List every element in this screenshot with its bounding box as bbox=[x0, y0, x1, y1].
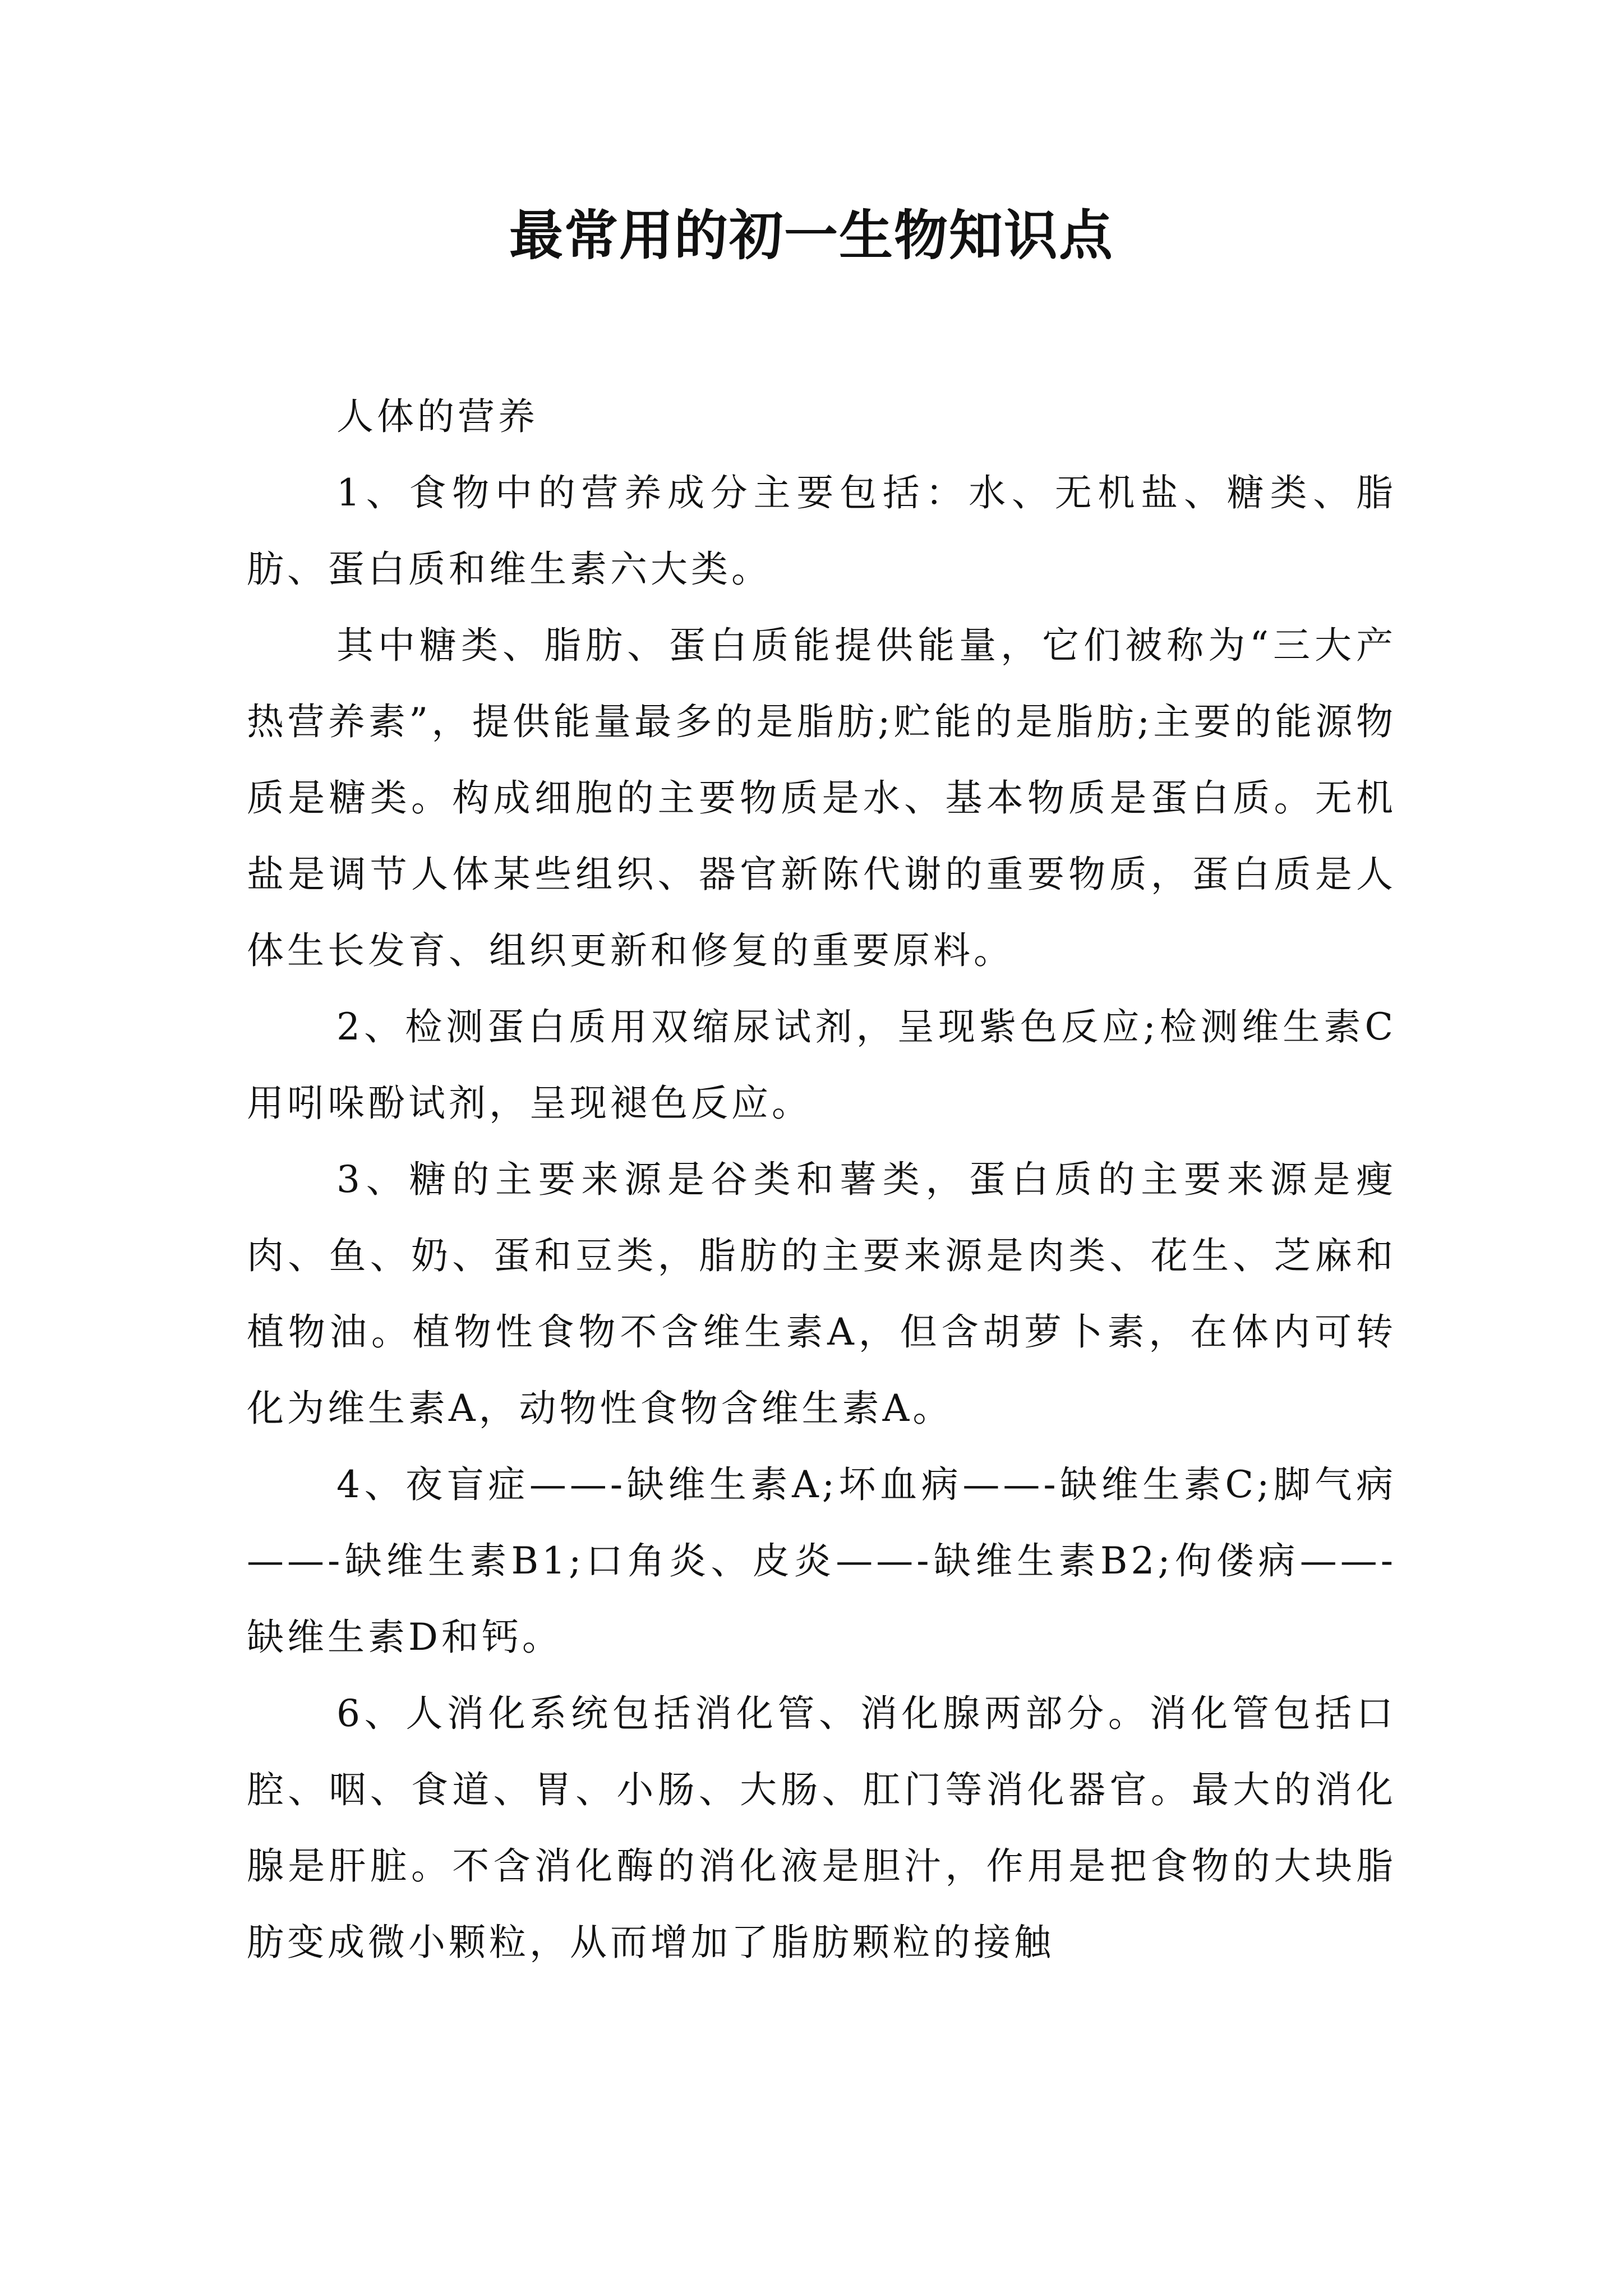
document-body bbox=[247, 379, 1396, 1981]
paragraph-3-food-sources: 3、糖的主要来源是谷类和薯类，蛋白质的主要来源是瘦肉、鱼、奶、蛋和豆类，脂肪的主要来源是肉类、花生、芝麻和植物油。植物性食物不含维生素A，但含胡萝卜素，在体内可转化为维生素A，动物性食物含维生素A。 bbox=[247, 1158, 1396, 1430]
paragraph-6-digestive-system: 6、人消化系统包括消化管、消化腺两部分。消化管包括口腔、咽、食道、胃、小肠、大肠、肛门等消化器官。最大的消化腺是肝脏。不含消化酶的消化液是胆汁，作用是把食物的大块脂肪变成微小颗粒，从而增加了脂肪颗粒的接触 bbox=[247, 1692, 1396, 1964]
paragraph-2-detection: 2、检测蛋白质用双缩尿试剂，呈现紫色反应;检测维生素C用吲哚酚试剂，呈现褪色反应。 bbox=[247, 1005, 1396, 1125]
paragraph-energy-nutrients: 其中糖类、脂肪、蛋白质能提供能量，它们被称为“三大产热营养素”，提供能量最多的是脂肪;贮能的是脂肪;主要的能源物质是糖类。构成细胞的主要物质是水、基本物质是蛋白质。无机盐是调节人体某些组织、器官新陈代谢的重要物质，蛋白质是人体生长发育、组织更新和修复的重要原料。 bbox=[247, 624, 1396, 972]
paragraph-1-nutrients: 1、食物中的营养成分主要包括：水、无机盐、糖类、脂肪、蛋白质和维生素六大类。 bbox=[247, 471, 1396, 591]
section-heading-nutrition: 人体的营养 bbox=[336, 395, 538, 438]
paragraph-4-deficiency-diseases: 4、夜盲症——-缺维生素A;坏血病——-缺维生素C;脚气病——-缺维生素B1;口角炎、皮炎——-缺维生素B2;佝偻病——-缺维生素D和钙。 bbox=[247, 1463, 1396, 1659]
document-title: 最常用的初一生物知识点 bbox=[509, 204, 1114, 267]
